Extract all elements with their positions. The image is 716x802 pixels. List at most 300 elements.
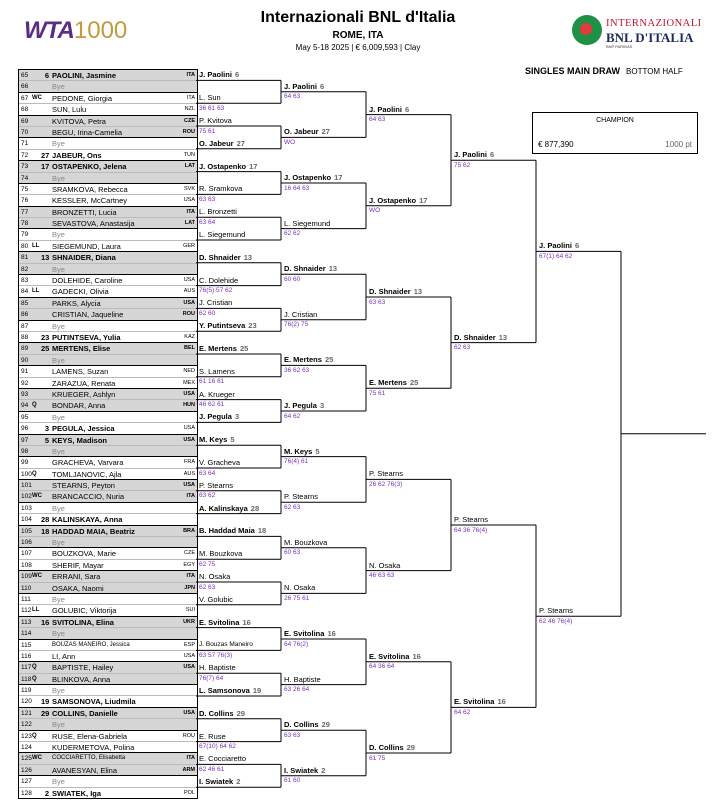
bracket-player-name: R. Sramkova [199, 184, 243, 194]
match-score: 64 63 [284, 93, 301, 101]
country-code: CZE [184, 117, 195, 124]
match-score: 63 64 [199, 218, 216, 226]
bracket-player [199, 321, 257, 330]
draw-number: 88 [21, 333, 29, 341]
bracket-player-name: A. Kalinskaya [199, 503, 248, 513]
country-code: BRA [183, 527, 195, 534]
bracket-player-name: E. Svitolina [199, 617, 240, 627]
bracket-player-name: E. Svitolina [369, 651, 410, 661]
bracket-player [199, 344, 248, 353]
seed-number: 6 [44, 71, 49, 80]
match-score: 63 63 [369, 298, 386, 306]
bracket-player-name: D. Collins [284, 720, 319, 730]
player-name: BOUZKOVA, Marie [52, 549, 117, 559]
bracket-player-name: J. Cristian [199, 298, 233, 308]
entry-status: WC [32, 573, 42, 580]
bracket-player-name: M. Keys [284, 446, 313, 456]
bracket-seed: 29 [406, 743, 415, 752]
player-name: Bye [52, 355, 65, 365]
entry-status: Q [32, 664, 37, 671]
bracket-player-name: E. Ruse [199, 731, 226, 741]
draw-number: 65 [21, 72, 29, 79]
player-name: Bye [52, 82, 65, 92]
bracket-seed: 6 [489, 150, 495, 160]
country-code: JPN [184, 584, 195, 591]
entry-status: WC [32, 755, 42, 762]
draw-number: 84 [21, 288, 29, 296]
bracket-player [199, 777, 240, 786]
bracket-player-name: J. Paolini [199, 70, 232, 80]
player-name: SUN, Lulu [52, 105, 87, 115]
champion-prize: € 877,390 [538, 140, 574, 149]
player-name: LI, Ann [52, 651, 76, 661]
player-name: HADDAD MAIA, Beatriz [52, 526, 135, 536]
bracket-player [199, 207, 237, 216]
draw-number: 93 [21, 390, 29, 398]
bracket-player [284, 720, 330, 729]
draw-number: 70 [21, 128, 29, 136]
draw-number: 124 [21, 744, 32, 752]
bracket-player [284, 766, 325, 775]
country-code: SVK [183, 185, 195, 192]
draw-number: 94 [21, 402, 29, 410]
bracket-player-name: J. Paolini [284, 81, 317, 91]
bracket-player-name: A. Krueger [199, 389, 235, 399]
match-score: 76(5) 57 62 [199, 287, 233, 295]
match-score: 36 61 63 [199, 104, 225, 112]
match-score: 64 36 76(4) [454, 526, 488, 534]
player-name: SWIATEK, Iga [52, 788, 102, 798]
player-name: Bye [52, 446, 65, 456]
match-score: 62 63 [284, 503, 301, 511]
draw-number: 66 [21, 83, 29, 91]
draw-number: 105 [21, 527, 32, 535]
match-score: 67(10) 64 62 [199, 743, 236, 751]
draw-number: 118 [21, 675, 32, 683]
bracket-player-name: V. Gracheva [199, 458, 240, 467]
player-name: SIEGEMUND, Laura [52, 241, 121, 251]
seed-number: 29 [41, 708, 50, 718]
player-name: PEGULA, Jessica [52, 424, 115, 434]
draw-number: 85 [21, 299, 29, 307]
bracket-player-name: E. Mertens [284, 355, 322, 365]
match-score: 75 62 [454, 161, 471, 169]
bracket-player-name: J. Paolini [454, 150, 487, 160]
bracket-player-name: J. Paolini [369, 104, 402, 114]
match-score: 63 62 [199, 492, 216, 500]
match-score: 61 75 [369, 754, 386, 762]
player-name: BRANCACCIO, Nuria [52, 492, 125, 502]
sponsor-logo: INTERNAZIONALI BNL D'ITALIA BNP PARIBAS [572, 14, 702, 50]
bracket-player-name: L. Sun [199, 93, 221, 103]
bracket-player-name: L. Samsonova [199, 686, 250, 695]
player-name: SRAMKOVA, Rebecca [52, 184, 128, 194]
bracket-player [369, 196, 427, 205]
bracket-player [199, 595, 233, 604]
player-name: GADECKI, Olivia [52, 287, 109, 297]
player-name: KALINSKAYA, Anna [52, 515, 123, 525]
bracket-player-name: O. Jabeur [199, 138, 234, 148]
draw-number: 68 [21, 106, 29, 114]
bracket-player [284, 447, 320, 456]
match-score: 26 75 61 [284, 594, 310, 602]
bracket-player [199, 504, 259, 513]
bracket-seed: 3 [234, 412, 240, 422]
draw-number: 82 [21, 265, 29, 273]
bracket-seed: 3 [319, 401, 325, 410]
bracket-player [199, 686, 261, 695]
bracket-player [199, 663, 236, 672]
player-name: TOMLJANOVIC, Ajla [52, 469, 122, 479]
bracket-player [199, 230, 245, 239]
country-code: NED [183, 368, 195, 375]
draw-number: 116 [21, 652, 32, 660]
draw-number: 98 [21, 447, 29, 455]
match-score: 26 62 76(3) [369, 480, 403, 488]
draw-number: 77 [21, 208, 29, 216]
match-score: 63 26 64 [284, 686, 310, 694]
match-score: 75 61 [369, 389, 386, 397]
bracket-player-name: S. Lamens [199, 366, 235, 376]
draw-number: 69 [21, 117, 29, 125]
country-code: USA [183, 664, 195, 671]
match-score: 60 60 [284, 275, 301, 283]
player-name: SEVASTOVA, Anastasija [52, 219, 135, 229]
player-name: STEARNS, Peyton [52, 481, 115, 491]
bracket-player [199, 70, 239, 79]
player-name: GRACHEVA, Varvara [52, 458, 124, 468]
player-name: BONDAR, Anna [52, 401, 106, 411]
player-name: KVITOVA, Petra [52, 116, 106, 126]
player-name: Bye [52, 720, 65, 730]
country-code: HUN [183, 402, 195, 409]
country-code: ITA [186, 755, 195, 762]
match-score: 63 63 [199, 195, 216, 203]
draw-number: 114 [21, 630, 32, 638]
bracket-seed: 29 [321, 720, 330, 730]
draw-number: 76 [21, 197, 29, 205]
bracket-player-name: N. Osaka [369, 560, 401, 570]
seed-number: 2 [44, 788, 49, 798]
bracket-seed: 13 [498, 332, 508, 342]
bracket-player-name: Y. Putintseva [199, 321, 246, 331]
bracket-seed: 5 [230, 435, 235, 445]
player-name: Bye [52, 264, 65, 274]
player-name: PAOLINI, Jasmine [52, 71, 117, 80]
match-score: 62 46 76(4) [539, 617, 573, 625]
draw-number: 92 [21, 379, 29, 387]
country-code: USA [183, 299, 195, 306]
entry-status: Q [32, 675, 37, 682]
draw-number: 115 [21, 641, 32, 649]
entry-status: Q [32, 732, 37, 739]
bracket-player [369, 561, 400, 570]
draw-number: 103 [21, 504, 32, 512]
player-name: BLINKOVA, Anna [52, 674, 111, 684]
player-name: OSAKA, Naomi [52, 583, 104, 593]
player-name: GOLUBIC, Viktorija [52, 606, 117, 616]
bracket-player [199, 732, 226, 741]
draw-number: 97 [21, 436, 29, 444]
bracket-seed: 6 [574, 241, 580, 251]
player-name: AVANESYAN, Elina [52, 765, 118, 775]
bracket-player-name: I. Swiatek [284, 765, 319, 775]
bracket-player-name: J. Ostapenko [199, 161, 247, 171]
country-code: ROU [182, 732, 195, 739]
entry-status: Q [32, 470, 37, 477]
match-score: 76(4) 61 [284, 458, 309, 466]
bracket-seed: 19 [252, 686, 262, 695]
player-name: Bye [52, 412, 65, 422]
draw-number: 110 [21, 584, 32, 592]
player-name: BAPTISTE, Hailey [52, 663, 114, 673]
match-score: WO [284, 138, 296, 146]
match-score: 64 63 [369, 116, 386, 124]
bracket-seed: 16 [327, 629, 336, 638]
bracket-seed: 23 [248, 321, 257, 331]
bracket-player-name: N. Osaka [199, 572, 231, 581]
bracket-seed: 17 [249, 161, 258, 171]
player-name: OSTAPENKO, Jelena [52, 162, 127, 172]
match-score: 63 57 76(3) [199, 651, 233, 659]
match-score: 64 62 [454, 708, 471, 716]
bracket-player-name: P. Stearns [369, 469, 404, 479]
country-code: UKR [183, 618, 195, 625]
bracket-seed: 6 [404, 104, 410, 114]
bracket-player [284, 355, 333, 364]
bracket-player [369, 287, 422, 296]
draw-number: 67 [21, 94, 29, 102]
match-score: 46 62 61 [199, 401, 225, 409]
draw-number: 83 [21, 277, 29, 285]
bracket-player [284, 583, 315, 592]
bracket-player [199, 412, 239, 421]
player-name: SVITOLINA, Elina [52, 617, 114, 627]
player-name: Bye [52, 173, 65, 183]
seed-number: 5 [44, 435, 49, 445]
bracket-player-name: L. Siegemund [199, 230, 246, 239]
draw-number: 101 [21, 482, 32, 490]
country-code: ITA [186, 94, 195, 101]
bracket-player [369, 469, 403, 478]
player-name: BEGU, Irina-Camelia [52, 127, 123, 137]
bracket-player [539, 241, 579, 250]
bracket-player-name: J. Cristian [284, 309, 318, 319]
bracket-player-name: H. Baptiste [199, 663, 236, 673]
bracket-player [199, 572, 230, 581]
bracket-player [199, 390, 235, 399]
seed-number: 28 [41, 515, 50, 525]
draw-number: 96 [21, 425, 29, 433]
country-code: AUS [183, 288, 195, 295]
bracket-player [369, 378, 418, 387]
entry-status: WC [32, 493, 42, 500]
match-score: 63 64 [199, 469, 216, 477]
bracket-player [284, 538, 327, 547]
bracket-player-name: E. Mertens [199, 344, 237, 353]
draw-number: 87 [21, 322, 29, 330]
bracket-player-name: L. Siegemund [284, 218, 331, 228]
bracket-player [199, 526, 266, 535]
bracket-player [199, 139, 245, 148]
draw-number: 71 [21, 140, 29, 148]
country-code: CZE [184, 550, 195, 557]
bracket-player [199, 640, 253, 649]
match-score: 62 60 [199, 309, 216, 317]
draw-title: SINGLES MAIN DRAW BOTTOM HALF [525, 66, 683, 76]
bracket-seed: 27 [321, 127, 330, 137]
bracket-seed: 13 [413, 287, 423, 296]
bracket-seed: 6 [319, 81, 325, 91]
player-name: MERTENS, Elise [52, 344, 111, 354]
bracket-player-name: D. Shnaider [199, 252, 241, 262]
wta-logo: WTA1000 [24, 17, 128, 44]
bracket-player-name: J. Ostapenko [284, 173, 332, 182]
bracket-player [369, 652, 421, 661]
bracket-player [284, 492, 318, 501]
tournament-info: May 5-18 2025 | € 6,009,593 | Clay [295, 43, 421, 52]
country-code: POL [183, 789, 195, 796]
tournament-location: ROME, ITA [332, 30, 384, 41]
bracket-seed: 25 [324, 355, 334, 365]
draw-number: 81 [21, 254, 29, 262]
bracket-player-name: M. Bouzkova [199, 549, 243, 559]
draw-number: 107 [21, 550, 32, 558]
player-name: BOUZAS MANEIRO, Jessica [52, 641, 130, 648]
bracket-player [199, 298, 232, 307]
bracket-player-name: C. Dolehide [199, 275, 239, 285]
match-score: 63 63 [284, 731, 301, 739]
entry-status: LL [32, 607, 40, 614]
bracket-seed: 16 [412, 651, 421, 661]
bracket-seed: 25 [409, 378, 419, 388]
champion-box: CHAMPION € 877,390 1000 pt [532, 112, 698, 154]
entry-status: WC [32, 94, 42, 101]
bracket-player [199, 754, 246, 763]
draw-number: 111 [21, 595, 31, 603]
champion-points: 1000 pt [665, 140, 692, 149]
player-name: PARKS, Alycia [52, 298, 101, 308]
bracket-player-name: J. Bouzas Maneiro [199, 641, 253, 649]
player-name: ERRANI, Sara [52, 572, 101, 582]
player-name: KEYS, Madison [52, 435, 108, 445]
player-name: Bye [52, 321, 65, 331]
bracket-player-name: P. Stearns [284, 492, 319, 502]
bracket-seed: 28 [250, 503, 260, 513]
match-score: 67(1) 64 62 [539, 252, 573, 260]
seed-number: 27 [41, 150, 50, 160]
draw-number: 79 [21, 231, 29, 239]
bracket-seed: 2 [321, 765, 326, 775]
bracket-player-name: I. Swiatek [199, 777, 234, 787]
draw-number: 123 [21, 732, 32, 740]
bracket-player [199, 116, 232, 125]
country-code: USA [183, 197, 195, 204]
match-score: 61 16 61 [199, 378, 225, 386]
bracket-player-name: E. Mertens [369, 378, 407, 388]
match-score: 62 63 [454, 344, 471, 352]
draw-number: 122 [21, 721, 32, 729]
country-code: USA [183, 709, 195, 716]
draw-number: 91 [21, 368, 29, 376]
bracket-seed: 6 [234, 70, 240, 80]
country-code: BEL [184, 345, 195, 352]
bracket-player-name: B. Haddad Maia [199, 526, 255, 536]
bracket-seed: 13 [328, 264, 338, 274]
draw-number: 112 [21, 607, 32, 615]
country-code: ITA [186, 493, 195, 500]
country-code: ITA [186, 208, 195, 215]
bracket-player [539, 606, 573, 615]
bracket-seed: 17 [419, 195, 428, 205]
bracket-player-name: J. Ostapenko [369, 195, 417, 205]
seed-number: 19 [41, 697, 50, 707]
player-name: JABEUR, Ons [52, 150, 102, 160]
bracket-player-name: P. Kvitova [199, 116, 232, 125]
country-code: MEX [183, 379, 195, 386]
bracket-player [199, 184, 242, 193]
seed-number: 23 [41, 332, 50, 342]
bracket-player-name: E. Svitolina [454, 697, 495, 707]
bracket-player [284, 310, 317, 319]
bracket-player-name: D. Shnaider [369, 287, 411, 296]
player-name: Bye [52, 538, 65, 548]
seed-number: 18 [41, 526, 50, 536]
entry-status: LL [32, 242, 40, 249]
country-code: FRA [184, 459, 195, 466]
bracket-player [284, 264, 337, 273]
draw-number: 95 [21, 413, 29, 421]
country-code: ARM [182, 766, 195, 773]
bracket-player-name: D. Collins [369, 743, 404, 752]
country-code: EGY [183, 561, 195, 568]
bracket-seed: 16 [242, 617, 251, 627]
match-score: WO [369, 207, 381, 215]
player-name: PUTINTSEVA, Yulia [52, 332, 121, 342]
bracket-player [199, 435, 235, 444]
match-score: 64 62 [284, 412, 301, 420]
country-code: ITA [186, 573, 195, 580]
country-code: USA [183, 482, 195, 489]
match-score: 62 62 [284, 230, 301, 238]
country-code: GER [183, 242, 195, 249]
player-name: SHNAIDER, Diana [52, 253, 116, 263]
draw-number: 80 [21, 242, 29, 250]
match-score: 61 60 [284, 777, 301, 785]
bracket-player [199, 162, 257, 171]
bracket-player [199, 276, 238, 285]
match-score: 46 63 63 [369, 572, 395, 580]
country-code: USA [183, 652, 195, 659]
player-name: DOLEHIDE, Caroline [52, 276, 123, 286]
bracket-player [284, 401, 324, 410]
match-score: 60 63 [284, 549, 301, 557]
draw-number: 73 [21, 163, 29, 171]
player-name: Bye [52, 686, 65, 696]
bracket-player [369, 743, 415, 752]
match-score: 76(2) 75 [284, 321, 309, 329]
country-code: USA [183, 425, 195, 432]
country-code: KAZ [184, 333, 195, 340]
bracket-player-name: L. Bronzetti [199, 207, 237, 217]
player-name: KRUEGER, Ashlyn [52, 389, 116, 399]
bracket-player [454, 515, 488, 524]
player-name: SAMSONOVA, Liudmila [52, 697, 136, 707]
bracket-seed: 29 [236, 708, 245, 718]
player-name: Bye [52, 629, 65, 639]
country-code: TUN [183, 151, 195, 158]
bracket-player [199, 367, 235, 376]
